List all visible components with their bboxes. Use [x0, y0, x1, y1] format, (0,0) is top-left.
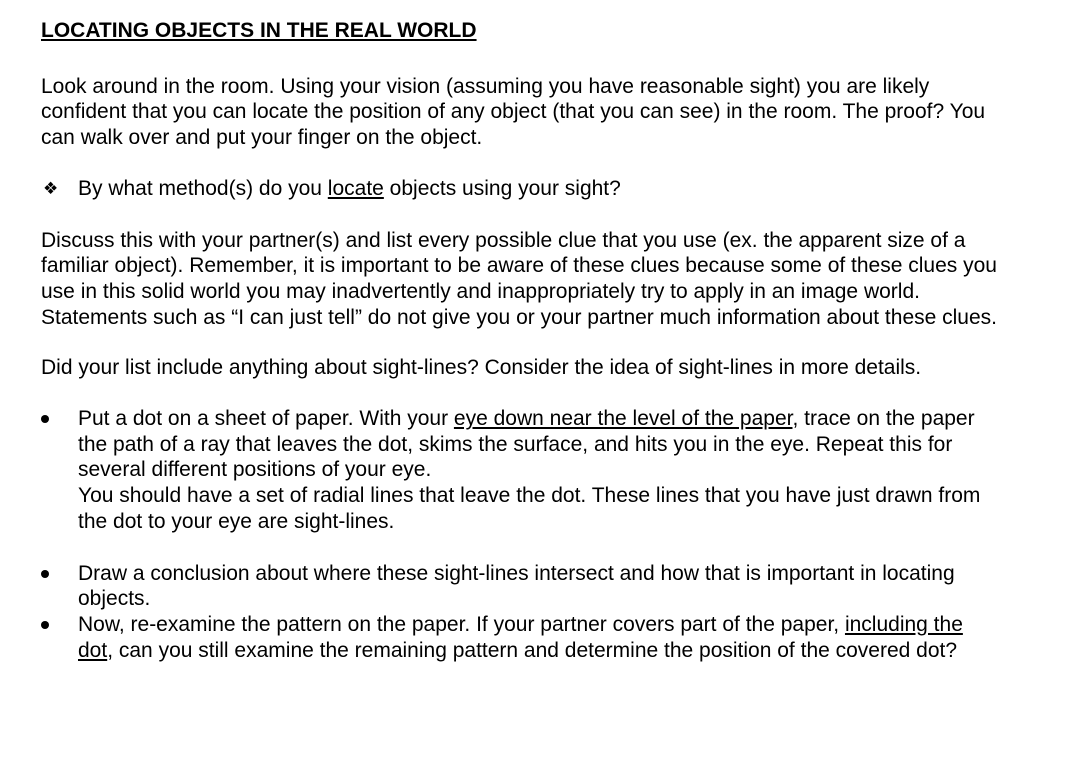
- discuss-paragraph: Discuss this with your partner(s) and list every possible clue that you use (ex. the apparent size of a familiar object). Remember, it is important to be aware of these clues because some of these clues you use in this solid world you may inadvertently and inappropriately try to apply in an image world. Statements such as “I can just tell” do not give you or your partner much information about these clues.: [41, 228, 997, 329]
- question-text-before: By what method(s) do you: [78, 176, 328, 200]
- sightlines-prompt: Did your list include anything about sight-lines? Consider the idea of sight-lines in more details.: [41, 356, 922, 380]
- list-item: [41, 406, 1003, 535]
- bullet-dot-icon: [41, 415, 49, 423]
- bullet-two-text: Draw a conclusion about where these sight-lines intersect and how that is important in locating objects.: [78, 561, 955, 611]
- bullet-three-text-before: Now, re-examine the pattern on the paper. If your partner covers part of the paper,: [78, 612, 845, 636]
- intro-paragraph: Look around in the room. Using your vision (assuming you have reasonable sight) you are likely confident that you can locate the position of any object (that you can see) in the room. The proof? You can walk over and put your finger on the object.: [41, 74, 986, 150]
- bullet-dot-icon: [41, 570, 49, 578]
- diamond-bullet-icon: ❖: [43, 178, 59, 198]
- question-text-after: objects using your sight?: [383, 176, 621, 200]
- bullet-three-underlined: including the dot: [78, 612, 963, 662]
- list-item: [41, 612, 1003, 663]
- list-item: [41, 561, 1003, 612]
- question-underlined-word: locate: [327, 176, 384, 200]
- bullet-one-text-after: , trace on the paper the path of a ray that leaves the dot, skims the surface, and hits you in the eye. Repeat this for several different positions of your eye.: [78, 407, 975, 482]
- question-item: [41, 176, 1003, 202]
- document-page: [41, 18, 1003, 663]
- bullet-three-text-after: , can you still examine the remaining pattern and determine the position of the covered dot?: [107, 638, 958, 662]
- bullet-one-second-paragraph: You should have a set of radial lines that leave the dot. These lines that you have just drawn from the dot to your eye are sight-lines.: [78, 484, 981, 533]
- bullet-one-underlined: eye down near the level of the paper: [453, 407, 793, 431]
- page-title: LOCATING OBJECTS IN THE REAL WORLD: [41, 19, 477, 42]
- bullet-one-text-before: Put a dot on a sheet of paper. With your: [78, 407, 454, 431]
- instruction-list: [41, 406, 1003, 663]
- bullet-dot-icon: [41, 621, 49, 629]
